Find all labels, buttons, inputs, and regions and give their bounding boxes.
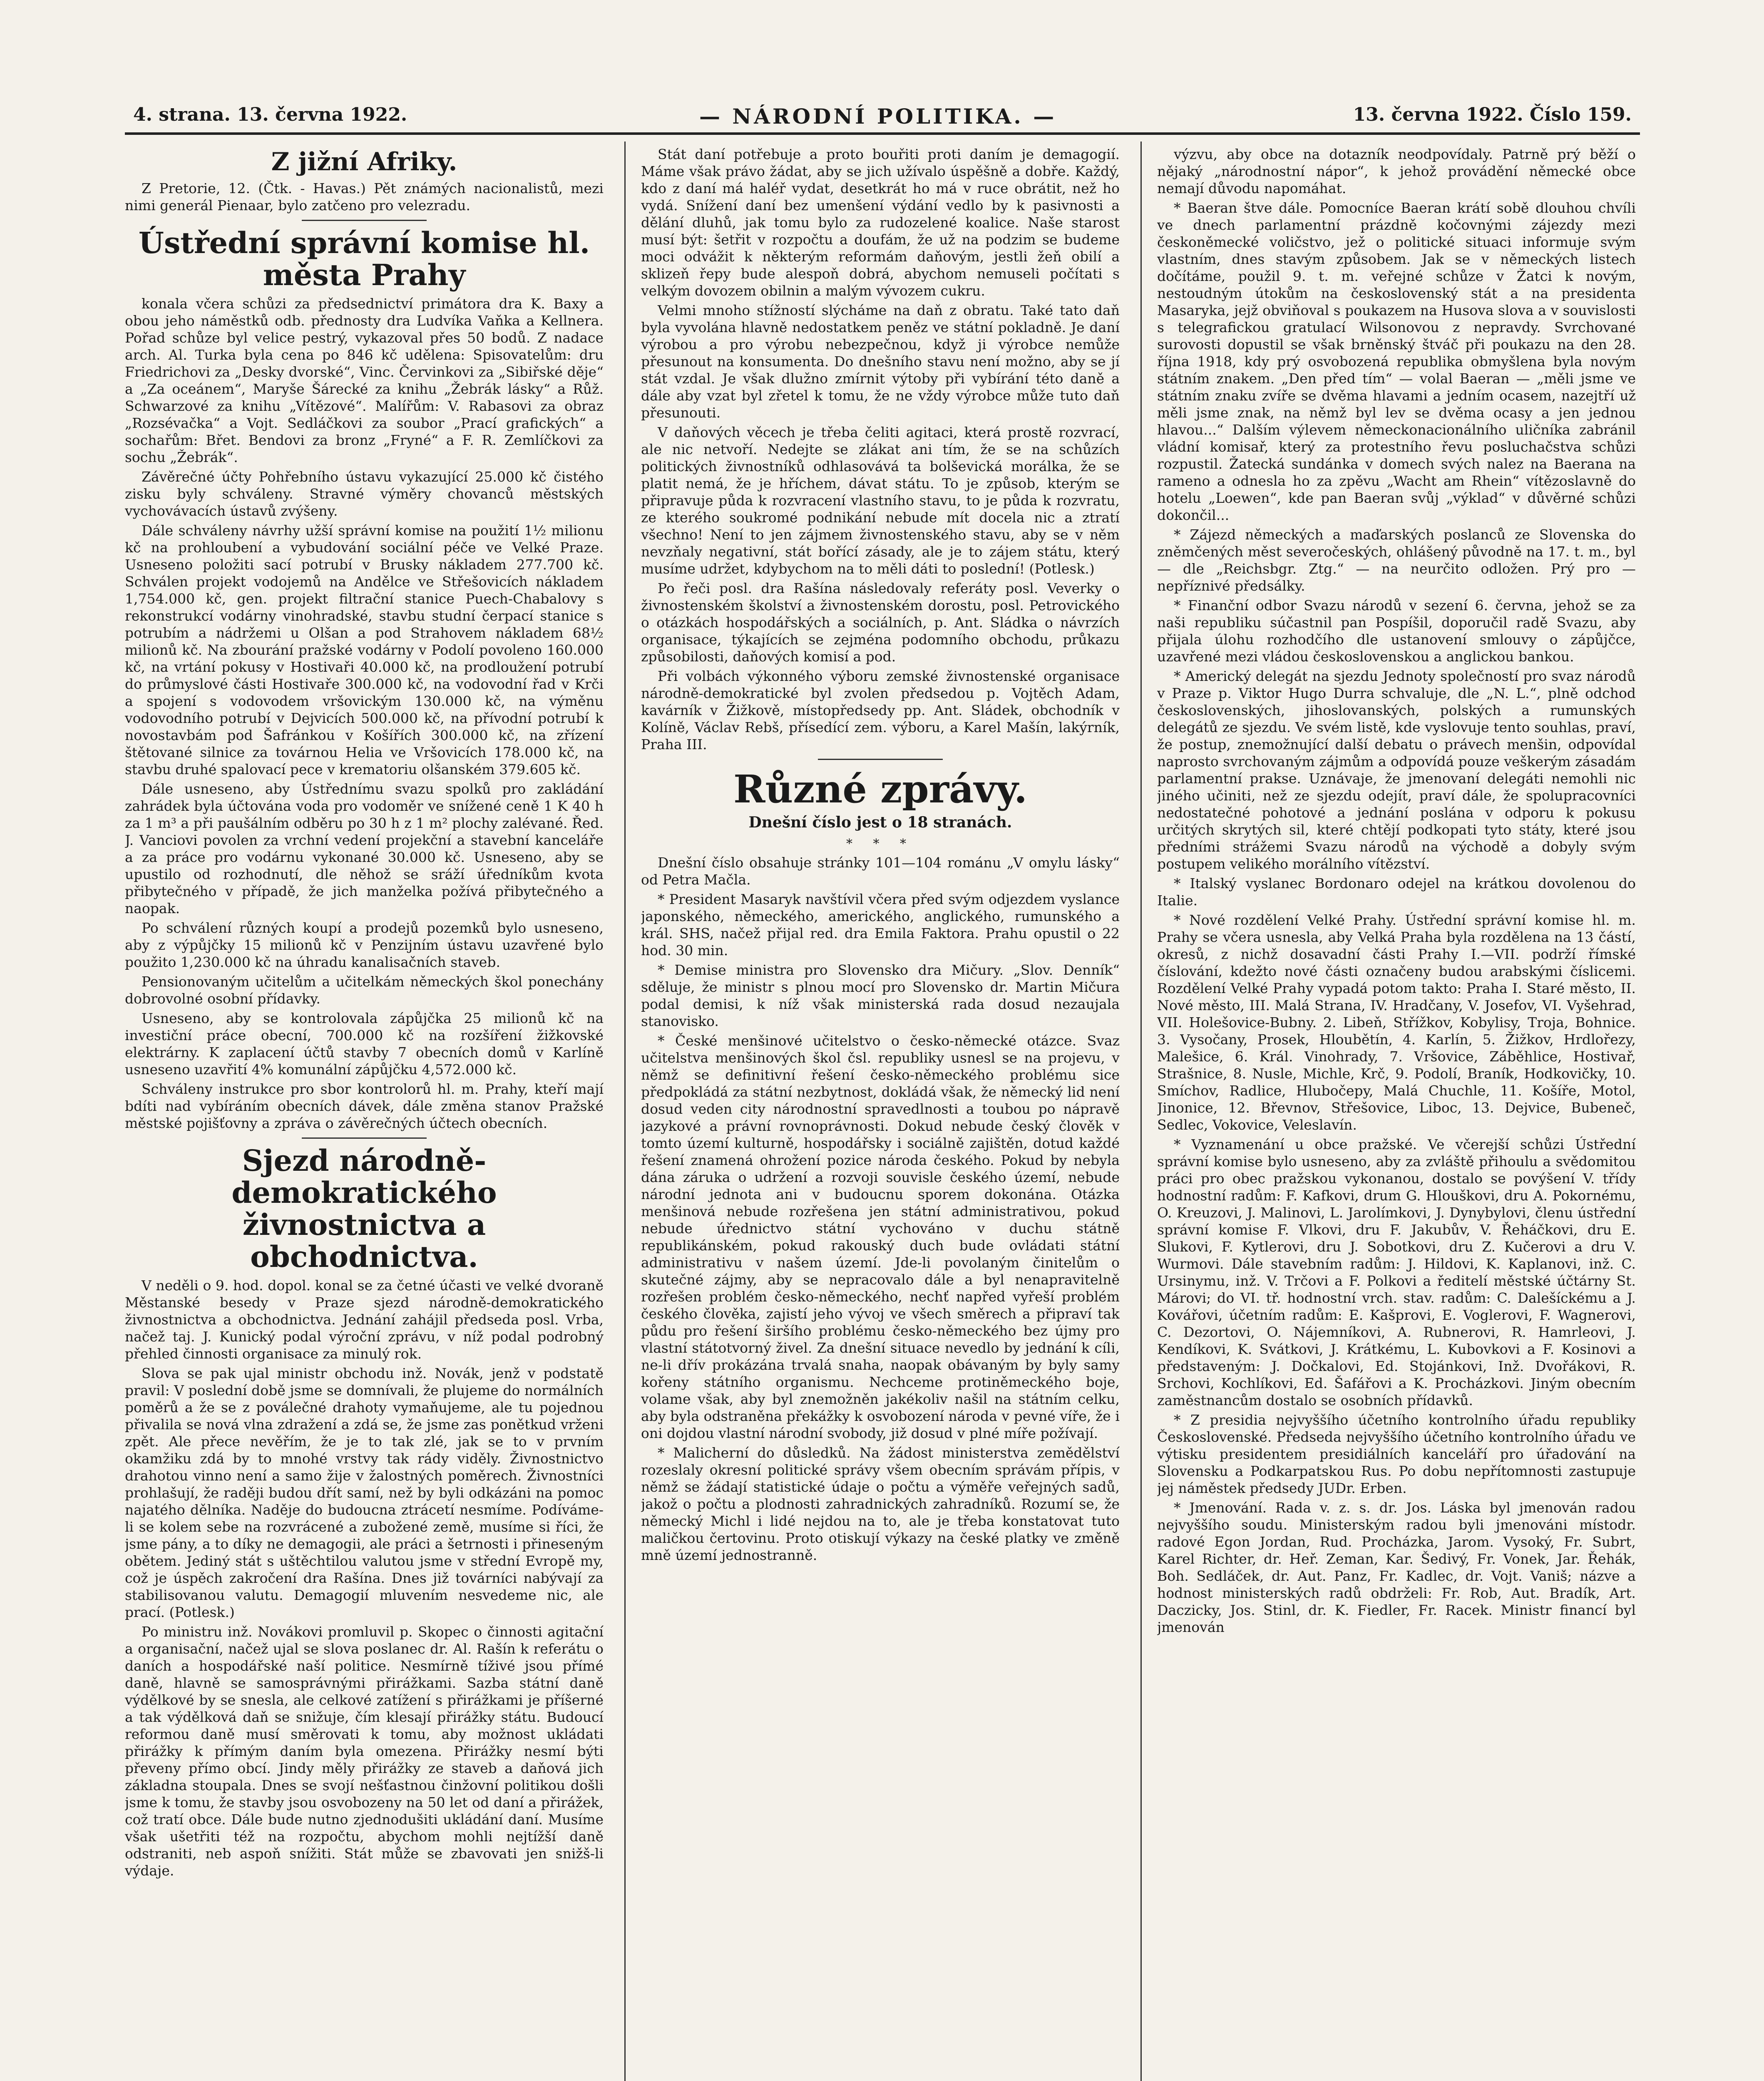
subheadline-pages: Dnešní číslo jest o 18 stranách.	[748, 814, 1012, 832]
article-paragraph: V daňových věcech je třeba čeliti agitaci, která prostě rozvrací, ale nic netvoří. Nedejte se zlákat ani tím, že se na schůzích politických živnostníků odhlasovává ta bolševická morálka, že se platit nemá, že je hříchem, dávat státu. To je způsob, kterým se připravuje půda k rozvracení vlastního stavu, to je půda k rozvratu, ze kterého soukromé podnikání nebude mít docela nic a ztratí všechno! Není to jen zájmem živnostenského stavu, aby se v něm nevzňaly negativní, stát bořící zásady, ale je to zájem státu, který musíme udržet, kdybychom na to měli dáti to poslední! (Potlesk.)	[641, 424, 1120, 577]
article-paragraph: V neděli o 9. hod. dopol. konal se za četné účasti ve velké dvoraně Městanské besedy v Praze sjezd národně-demokratického živnostnictva a obchodnictva. Jednání zahájil předseda posl. Vrba, načež taj. J. Kunický podal výroční zprávu, v níž podal podrobný přehled činnosti organisace za minulý rok.	[125, 1277, 604, 1362]
article-paragraph: * Baeran štve dále. Pomocníce Baeran krátí sobě dlouhou chvíli ve dnech parlamentní prázdně kočovnými zájezdy mezi českoněmecké voličstvo, jež o politické situaci informuje svým vlastním, dnes stavým způsobem. Jak se v německých listech dočítáme, použil 9. t. m. veřejné schůze v Žatci k novým, nestoudným útokům na československý stát a na presidenta Masaryka, jejž obviňoval s poukazem na Husova slova a v souvislosti s telegrafickou gratulací Wilsonovou z nepravdy. Svrchované surovosti dopustil se však brněnský štváč při poukazu na den 28. října 1918, kdy prý osvobozená republika obmyšlena byla novým státním znakem. „Den před tím“ — volal Baeran — „měli jsme ve státním znaku zvíře se dvěma hlavami a jedním ocasem, nazejtří už měli jsme znak, na němž byl lev se dvěma ocasy a jen jednou hlavou...“ Dalším výlevem německonacionálního uličníka zabránil vládní komisař, který za protestního řevu posluchačstva schůzi rozpustil. Žatecká sundánka v domech svých nalez na Baerana na rameno a odnesla ho za zpěvu „Wacht am Rhein“ vítězoslavně do hotelu „Loewen“, kde pan Baeran svůj „výklad“ v důvěrné schůzi dokončil...	[1157, 200, 1636, 523]
article-paragraph: * Finanční odbor Svazu národů v sezení 6. června, jehož se za naši republiku súčastnil pan Pospíšil, doporučil radě Svazu, aby přijala úlohu rozhodčího dle ustanovení smlouvy o zápůjčce, uzavřené mezi vládou československou a anglickou bankou.	[1157, 597, 1636, 665]
headline-prague-commission: Ústřední správní komise hl. města Prahy	[138, 226, 590, 292]
article-paragraph: * Nové rozdělení Velké Prahy. Ústřední správní komise hl. m. Prahy se včera usnesla, aby Velká Praha byla rozdělena na 13 částí, okresů, z nichž dosavadní části Prahy I.—VII. podrží římské číslování, kdežto nové části označeny budou arabskými číslicemi. Rozdělení Velké Prahy vypadá potom takto: Praha I. Staré město, II. Nové město, III. Malá Strana, IV. Hradčany, V. Josefov, VI. Vyšehrad, VII. Holešovice-Bubny. 2. Libeň, Střížkov, Kobylisy, Troja, Bohnice. 3. Vysočany, Prosek, Hloubětín, 4. Karlín, 5. Žižkov, Hrdlořezy, Malešice, 6. Král. Vinohrady, 7. Vršovice, Záběhlice, Hostivař, Strašnice, 8. Nusle, Michle, Krč, 9. Podolí, Braník, Hodkovičky, 10. Smíchov, Radlice, Hlubočepy, Malá Chuchle, 11. Košíře, Motol, Jinonice, 12. Břevnov, Střešovice, Liboc, 13. Dejvice, Bubeneč, Sedlec, Vokovice, Veleslavín.	[1157, 912, 1636, 1133]
star-separator: * * *	[846, 836, 915, 851]
section-separator	[818, 759, 943, 760]
headline-congress: Sjezd národně-demokratického živnostnictva a obchodnictva.	[231, 1143, 497, 1274]
article-paragraph: Dále usneseno, aby Ústřednímu svazu spolků pro zakládání zahrádek byla účtována voda pro vodoměr ve snížené ceně 1 K 40 h za 1 m³ a při paušálním odběru po 30 h z 1 m² plochy zalévané. Řed. J. Vanciovi povolen za vrchní vedení projekční a stavební kanceláře a za práce pro vodárnu vykonané 30.000 kč. Usneseno, aby se upustilo od rozhodnutí, dle něhož se sráží úředníkům kvota přibytečného v případě, že jich manželka požívá přibytečného a naopak.	[125, 781, 604, 916]
article-paragraph: konala včera schůzi za předsednictví primátora dra K. Baxy a obou jeho náměstků odb. přednosty dra Ludvíka Vaňka a Kellnera. Pořad schůze byl velice pestrý, vykazoval přes 50 bodů. Z nadace arch. Al. Turka byla cena po 846 kč udělena: Spisovatelům: dru Friedrichovi za „Desky dvorské“, Vinc. Červinkovi za „Sibiřské děje“ a „Za oceánem“, Maryše Šárecké za knihu „Žebrák lásky“ a Růž. Schwarzové za knihu „Vítězové“. Malířům: V. Rabasovi za obraz „Rozsévačka“ a Vojt. Sedláčkovi za soubor „Prací grafických“ a sochařům: Břet. Bendovi za bronz „Fryné“ a F. R. Zemlíčkovi za sochu „Žebrák“.	[125, 296, 604, 465]
masthead-title: — NÁRODNÍ POLITIKA. —	[699, 104, 1057, 129]
article-paragraph: * Zájezd německých a maďarských poslanců ze Slovenska do zněmčených měst severočeských, ohlášený původně na 17. t. m., byl — dle „Reichsbgr. Ztg.“ — na neurčito odložen. Prý pro — nepříznivé předsálky.	[1157, 526, 1636, 594]
article-paragraph: * President Masaryk navštívil včera před svým odjezdem vyslance japonského, německého, amerického, anglického, rumunského a král. SHS, načež přijal red. dra Emila Faktora. Prahu opustil o 22 hod. 30 min.	[641, 891, 1120, 959]
article-paragraph: výzvu, aby obce na dotazník neodpovídaly. Patrně prý běží o nějaký „národnostní nápor“, k jehož provádění německé obce nemají důvodu napomáhat.	[1157, 146, 1636, 196]
article-paragraph: Usneseno, aby se kontrolovala zápůjčka 25 milionů kč na investiční práce obecní, 700.000 kč na rozšíření žižkovské elektrárny. K zaplacení účtů stavby 7 obecních domů v Karlíně usneseno uzavřití 4% komunální zápůjčku 4,572.000 kč.	[125, 1010, 604, 1078]
article-paragraph: * Demise ministra pro Slovensko dra Mičury. „Slov. Denník“ sděluje, že ministr s plnou mocí pro Slovensko dr. Martin Mičura podal demisi, k níž však ministerská rada dosud nezaujala stanovisko.	[641, 961, 1120, 1029]
article-paragraph: Dnešní číslo obsahuje stránky 101—104 románu „V omylu lásky“ od Petra Mačla.	[641, 854, 1120, 888]
article-paragraph: * Malicherní do důsledků. Na žádost ministerstva zemědělství rozeslaly okresní politické správy všem obecním správám přípis, v němž se žádají statistické údaje o počtu a výměře veřejných sadů, jakož o počtu a plodnosti zahradnických zahradníků. Rozumí se, že německý Michl i lidé nejdou na to, ale je třeba konstatovat tuto maličkou čertovinu. Proto otiskují výkazy na české platky ve změně mně území jednostranně.	[641, 1444, 1120, 1563]
newspaper-page	[125, 100, 1640, 2081]
article-paragraph: Stát daní potřebuje a proto bouřiti proti daním je demagogií. Máme však právo žádat, aby se jich užívalo úspěšně a dobře. Každý, kdo z daní má haléř vydat, desetkrát ho má v ruce obrátit, než ho vydá. Snížení daní bez umenšení výdání vedlo by k pasivnosti a dělání dluhů, jak tomu bylo za rudozelené koalice. Naše starost musí být: šetřit v rozpočtu a doufám, že už na podzim se budeme moci odvážit k některým reformám daňovým, jestli žeň obilí a sklizeň řepy bude alespoň dobrá, abychom nemuseli počítati s velkým dovozem obilnin a malým vývozem cukru.	[641, 146, 1120, 299]
column-1	[125, 146, 604, 2081]
article-paragraph: Velmi mnoho stížností slýcháme na daň z obratu. Také tato daň byla vyvolána hlavně nedostatkem peněz ve státní pokladně. Je daní výrobou a pro výrobu nebezpečnou, když ji výrobce nemůže přesunout na konsumenta. Do dnešního stavu není možno, aby se jí stát vzdal. Je však dlužno zmírnit výtoby při vybírání této daně a dále aby vzat byl zřetel k tomu, že ne vždy výrobce může tuto daň přesunouti.	[641, 302, 1120, 421]
article-paragraph: * Vyznamenání u obce pražské. Ve včerejší schůzi Ústřední správní komise bylo usneseno, aby za zvláště přihoulu a svědomitou práci pro obec pražskou vykonanou, dostalo se povýšení V. třídy hodnostní radům: F. Kafkovi, drum G. Hlouškovi, dru A. Pokornému, O. Kreuzovi, J. Malinovi, L. Jarolímkovi, J. Dynybylovi, členu ústřední správní komise F. Vlkovi, dru F. Jakubův, V. Řeháčkovi, dru E. Slukovi, F. Kytlerovi, dru J. Sobotkovi, dru Z. Kučerovi a dru V. Wurmovi. Dále stavebním radům: J. Hildovi, K. Kaplanovi, inž. C. Ursinymu, inž. V. Trčovi a F. Polkovi a ředitelí městské účtárny St. Márovi; do VI. tř. hodnostní vrch. stav. radům: C. Dalešíckému a J. Kovářovi, účetním radům: E. Kašprovi, E. Voglerovi, F. Wagnerovi, C. Dezortovi, O. Nájemníkovi, A. Rubnerovi, R. Hamrleovi, J. Kendíkovi, K. Svátkovi, J. Krátkému, L. Kubovkovi a F. Kosinovi a představeným: J. Dočkalovi, Ed. Stojánkovi, Inž. Dvořákovi, R. Srchovi, Kochlíkovi, Ed. Šafářovi a K. Procházkovi. Jiným obecním zaměstnancům dostalo se osobních přídavků.	[1157, 1136, 1636, 1408]
article-paragraph: * Z presidia nejvyššího účetního kontrolního úřadu republiky Československé. Předseda nejvyššího účetního kontrolního úřadu ve výtisku presidentem presidiálních kanceláří pro úřadování na Slovensku a Podkarpatskou Rus. Po dobu nepřítomnosti zastupuje jej náměstek předsedy JUDr. Erben.	[1157, 1412, 1636, 1496]
section-separator	[302, 1137, 427, 1139]
article-paragraph: Slova se pak ujal ministr obchodu inž. Novák, jenž v podstatě pravil: V poslední době jsme se domnívali, že plujeme do normálních poměrů a že se z poválečné drahoty vymaňujeme, ale tu pojednou přivalila se nová vlna zdražení a zdá se, že jsme zas ponětkud vrženi zpět. Ale přece nevěřím, že je to tak zlé, jak se to v prvním okamžiku zdá by to mnohé vrstvy tak rády viděly. Živnostnictvo drahotou vinno není a samo žije v žalostných poměrech. Živnostníci prohlašují, že raději budou dřít samí, než by byli odkázáni na pomoc najatého dělníka. Naděje do budoucna ztrácetí nesmíme. Podíváme-li se kolem sebe na rozvrácené a zubožené země, musíme si říci, že jsme pány, a to díky ne demagogii, ale práci a šetrnosti i přineseným obětem. Jediný stát s uštěchtilou valutou jsme v střední Evropě my, což je úspěch zakročení dra Rašína. Dnes již továrníci nabývají za stabilisovanou valutu. Demagogií mluvením nesvedeme nic, ale prací. (Potlesk.)	[125, 1365, 604, 1620]
column-divider	[1140, 142, 1142, 2081]
masthead-rule	[125, 132, 1640, 135]
article-paragraph: Schváleny instrukce pro sbor kontrolorů hl. m. Prahy, kteří mají bdíti nad vybíráním obecních dávek, dále změna stanov Pražské městské pojišťovny a zpráva o závěrečných účtech obecních.	[125, 1081, 604, 1131]
masthead	[125, 100, 1640, 133]
article-paragraph: * České menšinové učitelstvo o česko-německé otázce. Svaz učitelstva menšinových škol čsl. republiky usnesl se na projevu, v němž se definitivní řešení česko-německého problému sice předpokládá za státní nezbytnost, dokládá však, že německý lid není dosud veden city národnostní spravedlnosti a toubou po nápravě jazykové a právní rovnoprávnosti. Dokud nebude český člověk v tomto území kulturně, hospodářsky i sociálně zajištěn, dotud každé řešení znamená ohrožení pozice národa českého. Pokud by nebyla dána záruka o udržení a rozvoji souvisle českého území, nebude národní jednota ani v budoucnu sporem dokonána. Otázka menšinová nebude rozřešena jen státní administrativou, pokud nebude úřednictvo státní vychováno v duchu státně republikánském, pokud rakouský duch bude ovládati státní administrativu v našem území. Jde-li povolaným činitelům o skutečné zájmy, aby se nepracovalo dále a byl nenapravitelně rozřešen problém česko-německého, nechť napřed vyřeší problém českého člověka, zajistí jeho vývoj ve všech směrech a připraví tak půdu pro řešení širšího problému česko-německého bez újmy pro vlastní státotvorný živel. Za dnešní situace nevedlo by jednání k cíli, ne-li dřív prokázána trvalá snaha, naopak obávaným by byly samy kořeny státního organismu. Nechceme protiněmeckého boje, volame však, aby byl znemožněn jakékoliv našil na státním celku, aby byla odstraněna překážky k osvobození národa v pevné víře, že i oni dojdou vlastní národní svobody, již dosud v plné míře požívají.	[641, 1032, 1120, 1441]
headline-south-africa: Z jižní Afriky.	[271, 147, 457, 176]
article-paragraph: Z Pretorie, 12. (Čtk. - Havas.) Pět známých nacionalistů, mezi nimi generál Pienaar, bylo zatčeno pro velezradu.	[125, 180, 604, 214]
column-2	[641, 146, 1120, 2081]
article-paragraph: Pensionovaným učitelům a učitelkám německých škol ponechány dobrovolné osobní přídavky.	[125, 973, 604, 1007]
article-paragraph: Dále schváleny návrhy užší správní komise na použití 1½ milionu kč na prohloubení a vybudování sociální péče ve Velké Praze. Usneseno položiti sací potrubí v Brusky nákladem 277.700 kč. Schválen projekt vodojemů na Andělce ve Střešovicích nákladem 1,754.000 kč, gen. projekt filtrační stanice Puech-Chabalovy s rekonstrukcí vodárny vinohradské, stavbu studní čerpací stanice s potrubím a nádržemi u Olšan a pod Strahovem nákladem 68½ milionů kč. Na zbourání pražské vodárny v Podolí povoleno 160.000 kč, na vrtání pokusy v Hostivaři 40.000 kč, na prodloužení potrubí do průmyslové části Hostivaře 300.000 kč, na vodovodní řad v Krči a spojení s vodovodem vršovickým 130.000 kč, na výměnu vodovodního potrubí v Dejvicích 500.000 kč, na přívodní potrubí k novostavbám pod Šafránkou v Košířích 300.000 kč, na zřízení štětované silnice za továrnou Helia ve Vršovicích 178.000 kč, na stavbu druhé spalovací pece v krematoriu olšanském 379.605 kč.	[125, 522, 604, 777]
headline-various-news: Různé zprávy.	[733, 767, 1028, 812]
article-paragraph: * Italský vyslanec Bordonaro odejel na krátkou dovolenou do Italie.	[1157, 875, 1636, 909]
article-paragraph: Po schválení různých koupí a prodejů pozemků bylo usneseno, aby z výpůjčky 15 milionů kč v Penzijním ústavu uzavřené bylo použito 1,230.000 kč na úhradu kanalisačních staveb.	[125, 920, 604, 970]
section-separator	[302, 220, 427, 221]
article-paragraph: Při volbách výkonného výboru zemské živnostenské organisace národně-demokratické byl zvolen předsedou p. Vojtěch Adam, kavárník v Žižkově, místopředsedy pp. Ant. Sládek, obchodník v Kolíně, Václav Rebš, přísedící zem. výboru, a Karel Mašín, lakýrník, Praha III.	[641, 668, 1120, 752]
article-paragraph: Po řeči posl. dra Rašína následovaly referáty posl. Veverky o živnostenském školství a živnostenském dorostu, posl. Petrovického o otázkách hospodářských a sociálních, p. Ant. Sládka o návrzích organisace, týkajících se zejména podomního obchodu, průkazu způsobilosti, daňových komisí a pod.	[641, 580, 1120, 665]
column-3	[1157, 146, 1636, 2081]
masthead-date-left: 4. strana. 13. června 1922.	[133, 104, 407, 125]
article-paragraph: * Jmenování. Rada v. z. s. dr. Jos. Láska byl jmenován radou nejvyššího soudu. Ministerským radou byli jmenováni místodr. radové Egon Jordan, Rud. Procházka, Jarom. Vysoký, Fr. Subrt, Karel Richter, dr. Heř. Zeman, Kar. Šedivý, Fr. Vonek, Jar. Řehák, Boh. Sedláček, dr. Aut. Panz, Fr. Kadlec, dr. Vojt. Vaniš; názve a hodnost ministerských radů obdrželi: Fr. Rob, Aut. Bradík, Art. Daczicky, Jos. Stinl, dr. K. Fiedler, Fr. Racek. Ministr financí byl jmenován	[1157, 1500, 1636, 1635]
masthead-issue-number: 13. června 1922. Číslo 159.	[1353, 104, 1632, 125]
article-paragraph: Po ministru inž. Novákovi promluvil p. Skopec o činnosti agitační a organisační, načež ujal se slova poslanec dr. Al. Rašín k referátu o daních a hospodářské naší politice. Nesmírně tíživé jsou přímé daně, hlavně se samosprávnými přirážkami. Sazba státní daně výdělkové by se snesla, ale celkové zatížení s přirážkami je příšerné a tak výdělková daň se snižuje, čím klesají přirážky státu. Budoucí reformou daně musí směrovati k tomu, aby možnost ukládati přirážky k přímým daním byla omezena. Přirážky nesmí býti převeny přímo obcí. Jindy měly přirážky ze staveb a daňová jich základna stoupala. Dnes se svojí nešťastnou činžovní politikou došli jsme k tomu, že stavby jsou osvobozeny na 50 let od daní a přirážek, což tratí obce. Dále bude nutno zjednodušiti ukládání daní. Musíme však ušetřiti též na rozpočtu, abychom mohli nejtížší daně odstraniti, neb aspoň snížiti. Stát může se zbavovati jen snižš-li výdaje.	[125, 1624, 604, 1879]
article-paragraph: Závěrečné účty Pohřebního ústavu vykazující 25.000 kč čistého zisku byly schváleny. Stravné výměry chovanců městských vychovávacích ústavů zvýšeny.	[125, 469, 604, 519]
column-divider	[624, 142, 626, 2081]
article-paragraph: * Americký delegát na sjezdu Jednoty společností pro svaz národů v Praze p. Viktor Hugo Durra schvaluje, dle „N. L.“, plně odchod československých, jihoslovanských, polských a rumunských delegátů ze sjezdu. Ve svém listě, kde vyslovuje tento souhlas, praví, že postup, znemožnující další debatu o právech menšin, odpovídal naprosto svrchovaným zájmům a odpovídá pouze veškerým zásadám parlamentní prakse. Uznávaje, že jmenovaní delegáti nemohli nic jiného učiniti, než ze sjezdu odejít, praví dále, že spolupracovníci nedostatečné pohotové a jednání poslána v odporu k pokusu určitých skrytých sil, které chtějí podkopati tyto státy, které jsou předními strážemi Svazu národů na východě a dobyly svým postupem velikého morálního vítězství.	[1157, 668, 1636, 872]
